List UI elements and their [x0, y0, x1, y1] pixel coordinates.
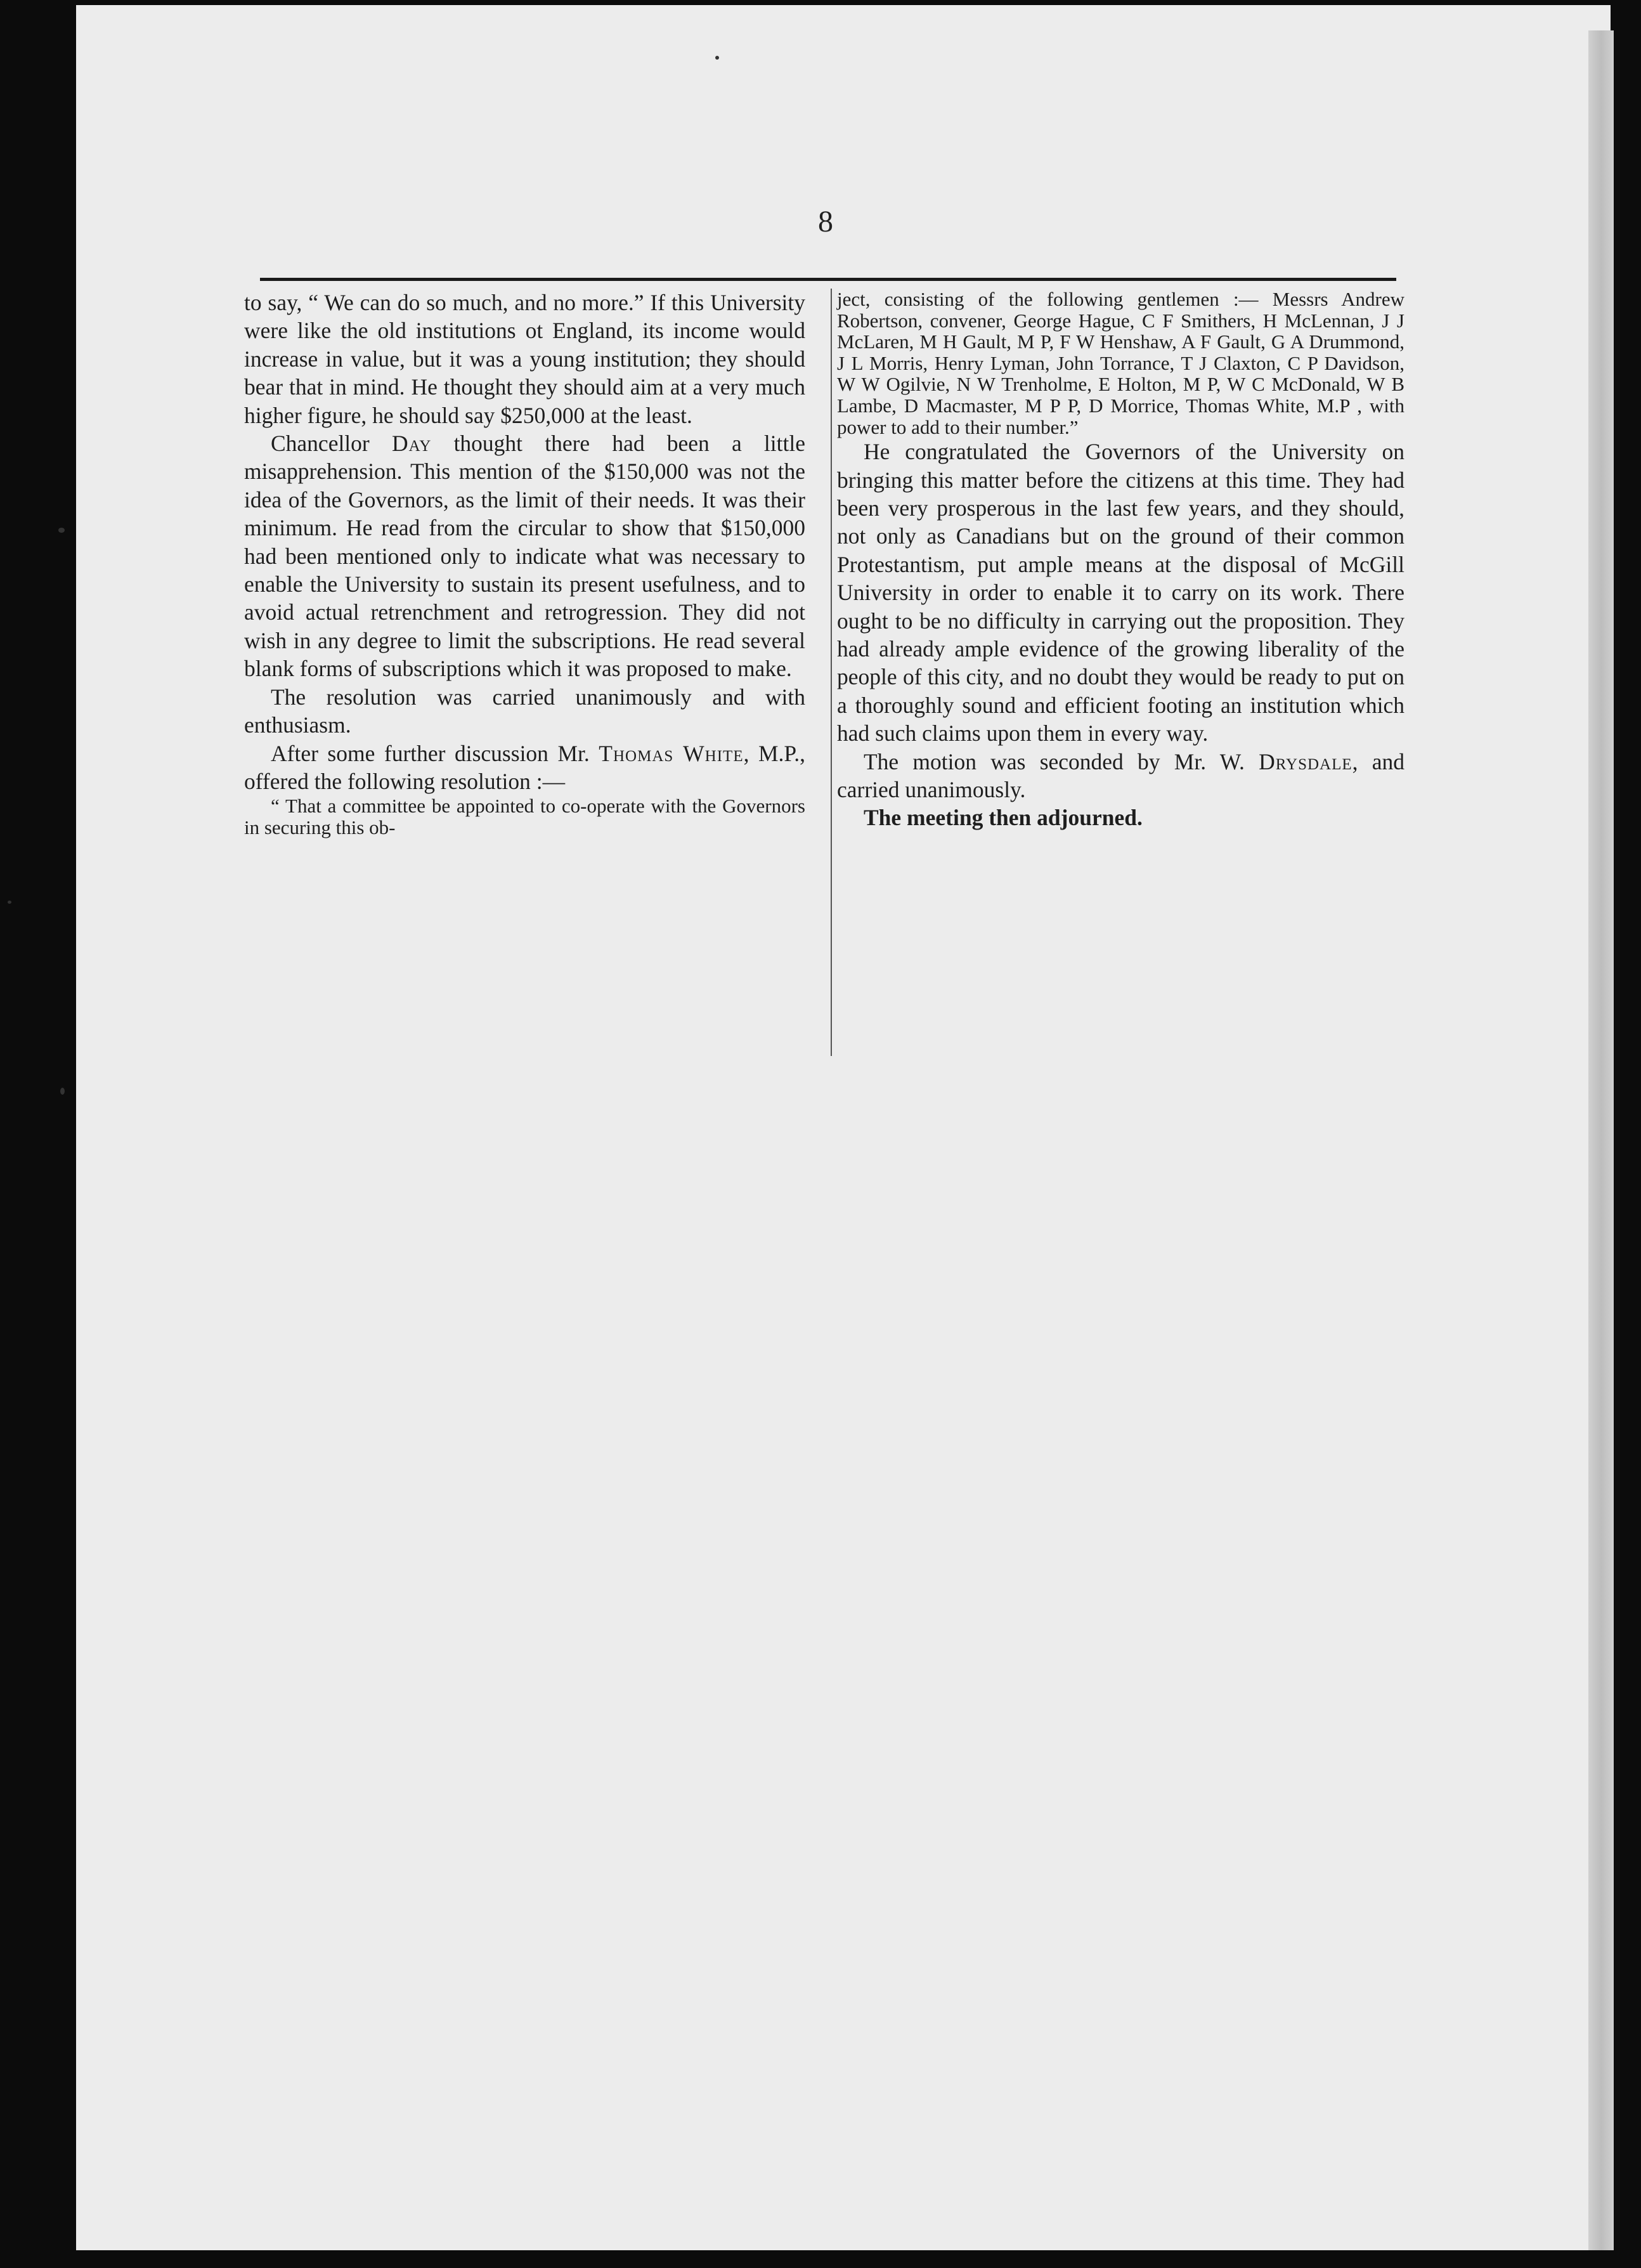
left-column [244, 289, 805, 838]
paragraph: Chancellor Day thought there had been a little misapprehension. This mention of the $150,000 was not the idea of the Governors, as the limit of their needs. It was their minimum. He read from the circular to show that $150,000 had been mentioned only to indicate what was necessary to enable the University to sustain its present usefulness, and to avoid actual retrenchment and retrogression. They did not wish in any degree to limit the subscriptions. He read several blank forms of subscriptions which it was proposed to make. [244, 431, 805, 682]
paragraph: The motion was seconded by Mr. W. Drysdale, and carried unanimously. [837, 748, 1405, 803]
resolution-quote: “ That a committee be appointed to co-operate with the Governors in securing this ob- [244, 795, 805, 838]
right-column [837, 289, 1404, 832]
column-divider [831, 289, 832, 1056]
scan-speck [8, 901, 11, 904]
paragraph: The resolution was carried unanimously and with enthusiasm. [244, 684, 805, 738]
paragraph: After some further discussion Mr. Thomas White, M.P., offered the following resolution :— [244, 740, 805, 794]
paragraph: He congratulated the Governors of the University on bringing this matter before the citizens at this time. They had been very prosperous in the last few years, and they should, not only as Canadians but on the ground of their common Protestantism, put ample means at the disposal of McGill University in order to enable it to carry on its work. There ought to be no difficulty in carrying out the proposition. They had already ample evidence of the growing liberality of the people of this city, and no doubt they would be ready to put on a thoroughly sound and efficient footing an institution which had such claims upon them in every way. [837, 439, 1404, 746]
closing-line: The meeting then adjourned. [864, 805, 1143, 831]
speaker-name: Drysdale [1259, 748, 1352, 774]
scan-speck [60, 1088, 65, 1095]
page-binding-edge [1588, 30, 1614, 2250]
scan-speck [715, 56, 719, 60]
scan-speck [58, 528, 65, 533]
resolution-quote: ject, consisting of the following gentlemen :— Messrs Andrew Robertson, convener, George Hague, C F Smithers, H McLennan, J J McLaren, M H Gault, M P, F W Henshaw, A F Gault, G A Drummond, J L Morris, Henry Lyman, John Torrance, T J Claxton, C P Davidson, W W Ogilvie, N W Trenholme, E Holton, M P, W C McDonald, W B Lambe, D Macmaster, M P P, D Morrice, Thomas White, M.P , with power to add to their number.” [837, 288, 1404, 438]
page-number: 8 [818, 205, 833, 238]
paragraph: to say, “ We can do so much, and no more.” If this University were like the old institutions ot England, its income would increase in value, but it was a young institution; they should bear that in mind. He thought they should aim at a very much higher figure, he should say $250,000 at the least. [244, 290, 805, 428]
speaker-name: Day [391, 431, 432, 457]
header-rule [260, 278, 1396, 281]
speaker-name: Thomas White [599, 740, 744, 766]
